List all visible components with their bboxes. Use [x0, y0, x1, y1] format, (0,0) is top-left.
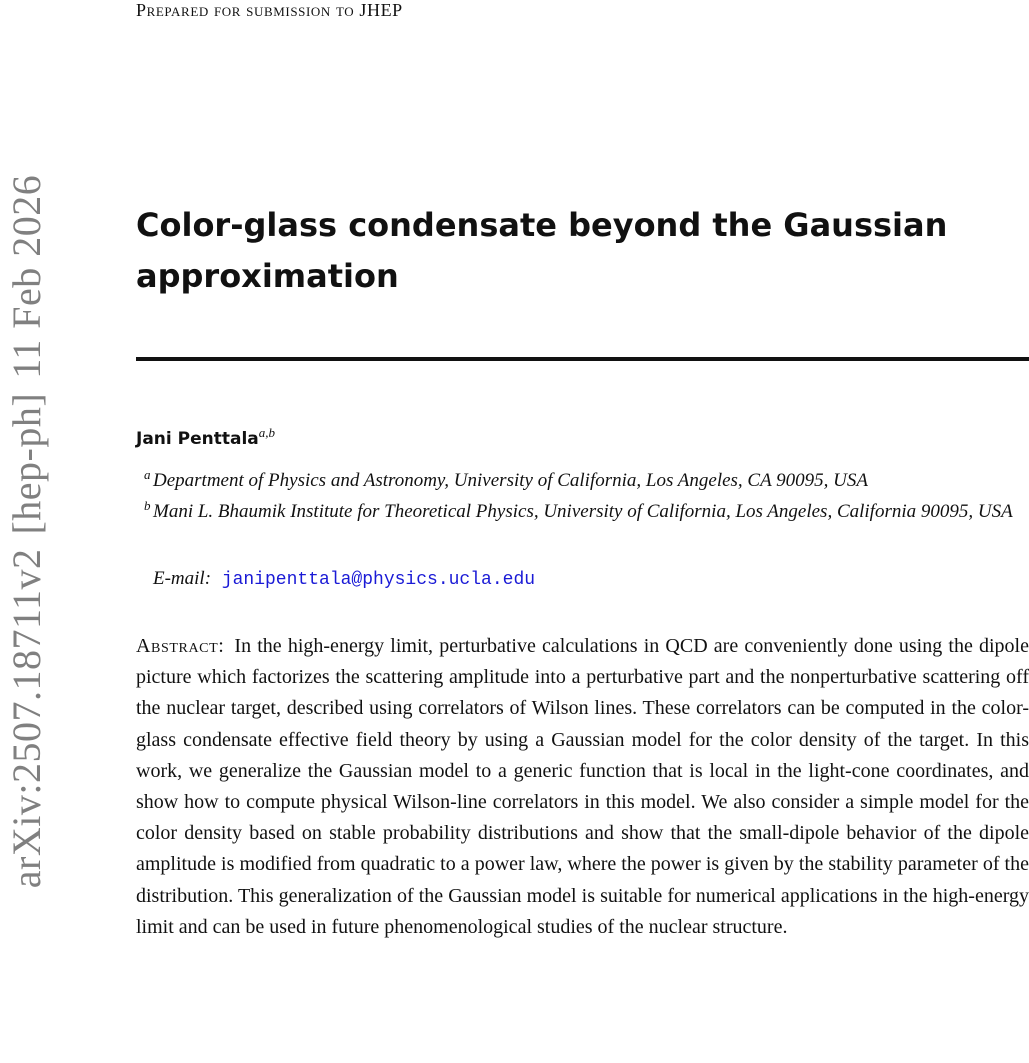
affiliation-mark: a	[144, 467, 151, 482]
email-label: E-mail:	[153, 568, 212, 589]
affiliation-mark: b	[144, 498, 151, 513]
email-line	[153, 568, 535, 590]
email-link[interactable]: janipenttala@physics.ucla.edu	[221, 570, 536, 590]
abstract-text: In the high-energy limit, perturbative calculations in QCD are conveniently done using the dipole picture which factorizes the scattering amplitude into a perturbative part and the nonperturbative scattering off the nuclear target, described using correlators of Wilson lines. These correlators can be computed in the color-glass condensate effective field theory by using a Gaussian model for the color density of the target. In this work, we generalize the Gaussian model to a generic function that is local in the light-cone coordinates, and show how to compute physical Wilson-line correlators in this model. We also consider a simple model for the color density based on stable probability distributions and show that the small-dipole behavior of the dipole amplitude is modified from quadratic to a power law, where the power is given by the stability parameter of the distribution. This generalization of the Gaussian model is suitable for numerical applications in the high-energy limit and can be used in future phenomenological studies of the nuclear structure.	[136, 635, 1029, 938]
paper-title: Color-glass condensate beyond the Gaussian approximation	[136, 206, 948, 295]
title-divider	[136, 357, 1029, 361]
affiliation-text: Department of Physics and Astronomy, University of California, Los Angeles, CA 90095, USA	[153, 470, 868, 491]
affiliation-a	[144, 467, 1023, 495]
arxiv-id: arXiv:2507.18711v2	[3, 548, 49, 889]
affiliation-text: Mani L. Bhaumik Institute for Theoretical Physics, University of California, Los Angeles, California 90095, USA	[153, 501, 1013, 522]
journal-header: Prepared for submission to JHEP	[136, 0, 403, 20]
arxiv-category: [hep-ph]	[3, 392, 49, 535]
abstract	[136, 631, 1029, 943]
affiliation-b	[144, 498, 1028, 526]
author-line	[136, 425, 275, 449]
arxiv-identifier-stamp	[0, 0, 52, 1063]
arxiv-date: 11 Feb 2026	[3, 174, 49, 379]
author-affiliation-marks: a,b	[258, 425, 276, 440]
author-name: Jani Penttala	[136, 429, 259, 449]
abstract-label: Abstract:	[136, 635, 225, 657]
